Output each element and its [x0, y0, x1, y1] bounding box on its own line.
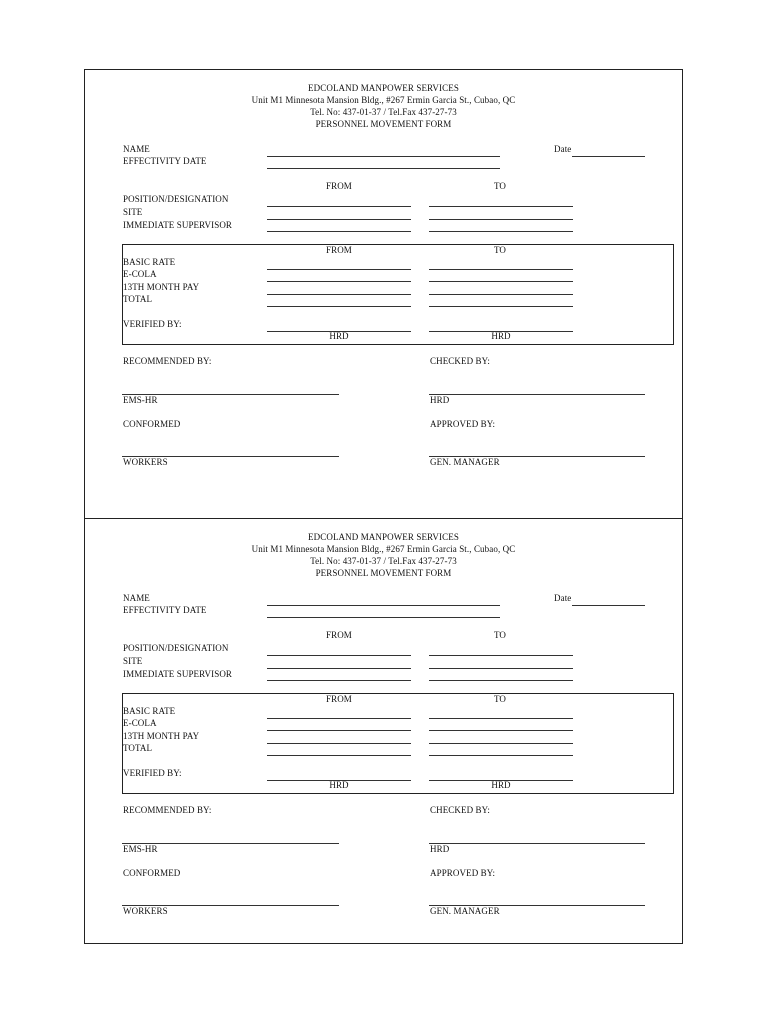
13th-month-to-field[interactable] [429, 743, 573, 744]
comp-from-header: FROM [326, 245, 352, 255]
name-label: NAME [123, 144, 150, 154]
company-name: EDCOLAND MANPOWER SERVICES [308, 83, 459, 93]
supervisor-label: IMMEDIATE SUPERVISOR [123, 669, 233, 679]
13th-month-label: 13TH MONTH PAY [123, 282, 200, 292]
company-phones: Tel. No: 437-01-37 / Tel.Fax 437-27-73 [310, 107, 457, 117]
supervisor-to-field[interactable] [429, 231, 573, 232]
hrd-caption-to: HRD [491, 331, 511, 341]
ecola-to-field[interactable] [429, 281, 573, 282]
comp-to-header: TO [494, 245, 507, 255]
supervisor-to-field[interactable] [429, 680, 573, 681]
ecola-label: E-COLA [123, 718, 157, 728]
total-from-field[interactable] [267, 306, 411, 307]
supervisor-from-field[interactable] [267, 680, 411, 681]
basic-rate-to-field[interactable] [429, 269, 573, 270]
comp-to-header: TO [494, 694, 507, 704]
13th-month-to-field[interactable] [429, 294, 573, 295]
checked-by-label: CHECKED BY: [430, 356, 491, 366]
site-to-field[interactable] [429, 668, 573, 669]
date-field[interactable] [572, 605, 645, 606]
site-label: SITE [123, 656, 143, 666]
name-label: NAME [123, 593, 150, 603]
checked-signature-line[interactable] [429, 394, 645, 395]
workers-caption: WORKERS [123, 457, 168, 467]
date-label: Date [554, 144, 572, 154]
company-address: Unit M1 Minnesota Mansion Bldg., #267 Ermin Garcia St., Cubao, QC [251, 95, 516, 105]
gen-manager-caption: GEN. MANAGER [430, 906, 500, 916]
company-phones: Tel. No: 437-01-37 / Tel.Fax 437-27-73 [310, 556, 457, 566]
13th-month-from-field[interactable] [267, 743, 411, 744]
total-from-field[interactable] [267, 755, 411, 756]
position-to-field[interactable] [429, 655, 573, 656]
personnel-movement-form-1 [84, 69, 683, 518]
13th-month-label: 13TH MONTH PAY [123, 731, 200, 741]
name-field[interactable] [267, 605, 500, 606]
checked-signature-line[interactable] [429, 843, 645, 844]
position-label: POSITION/DESIGNATION [123, 194, 229, 204]
workers-caption: WORKERS [123, 906, 168, 916]
hrd-checked-caption: HRD [430, 395, 450, 405]
checked-by-label: CHECKED BY: [430, 805, 491, 815]
site-label: SITE [123, 207, 143, 217]
ecola-to-field[interactable] [429, 730, 573, 731]
date-field[interactable] [572, 156, 645, 157]
position-label: POSITION/DESIGNATION [123, 643, 229, 653]
conformed-label: CONFORMED [123, 868, 181, 878]
personnel-movement-form-2 [84, 518, 683, 967]
approved-by-label: APPROVED BY: [430, 868, 496, 878]
effectivity-date-label: EFFECTIVITY DATE [123, 605, 207, 615]
total-label: TOTAL [123, 294, 153, 304]
basic-rate-from-field[interactable] [267, 269, 411, 270]
hrd-caption-from: HRD [329, 780, 349, 790]
effectivity-date-field[interactable] [267, 168, 500, 169]
basic-rate-from-field[interactable] [267, 718, 411, 719]
approved-by-label: APPROVED BY: [430, 419, 496, 429]
13th-month-from-field[interactable] [267, 294, 411, 295]
to-header: TO [494, 181, 507, 191]
site-from-field[interactable] [267, 219, 411, 220]
form-title: PERSONNEL MOVEMENT FORM [315, 119, 452, 129]
basic-rate-label: BASIC RATE [123, 706, 176, 716]
effectivity-date-field[interactable] [267, 617, 500, 618]
verified-by-label: VERIFIED BY: [123, 768, 182, 778]
to-header: TO [494, 630, 507, 640]
supervisor-from-field[interactable] [267, 231, 411, 232]
total-label: TOTAL [123, 743, 153, 753]
ecola-label: E-COLA [123, 269, 157, 279]
conformed-label: CONFORMED [123, 419, 181, 429]
effectivity-date-label: EFFECTIVITY DATE [123, 156, 207, 166]
total-to-field[interactable] [429, 755, 573, 756]
basic-rate-label: BASIC RATE [123, 257, 176, 267]
comp-from-header: FROM [326, 694, 352, 704]
hrd-checked-caption: HRD [430, 844, 450, 854]
site-to-field[interactable] [429, 219, 573, 220]
site-from-field[interactable] [267, 668, 411, 669]
basic-rate-to-field[interactable] [429, 718, 573, 719]
date-label: Date [554, 593, 572, 603]
from-header: FROM [326, 630, 352, 640]
company-address: Unit M1 Minnesota Mansion Bldg., #267 Ermin Garcia St., Cubao, QC [251, 544, 516, 554]
position-from-field[interactable] [267, 206, 411, 207]
recommended-by-label: RECOMMENDED BY: [123, 805, 212, 815]
verified-by-label: VERIFIED BY: [123, 319, 182, 329]
ecola-from-field[interactable] [267, 730, 411, 731]
ems-hr-caption: EMS-HR [123, 395, 158, 405]
position-to-field[interactable] [429, 206, 573, 207]
gen-manager-caption: GEN. MANAGER [430, 457, 500, 467]
position-from-field[interactable] [267, 655, 411, 656]
name-field[interactable] [267, 156, 500, 157]
ems-hr-caption: EMS-HR [123, 844, 158, 854]
recommended-by-label: RECOMMENDED BY: [123, 356, 212, 366]
hrd-caption-from: HRD [329, 331, 349, 341]
from-header: FROM [326, 181, 352, 191]
form-title: PERSONNEL MOVEMENT FORM [315, 568, 452, 578]
hrd-caption-to: HRD [491, 780, 511, 790]
company-name: EDCOLAND MANPOWER SERVICES [308, 532, 459, 542]
total-to-field[interactable] [429, 306, 573, 307]
ecola-from-field[interactable] [267, 281, 411, 282]
supervisor-label: IMMEDIATE SUPERVISOR [123, 220, 233, 230]
